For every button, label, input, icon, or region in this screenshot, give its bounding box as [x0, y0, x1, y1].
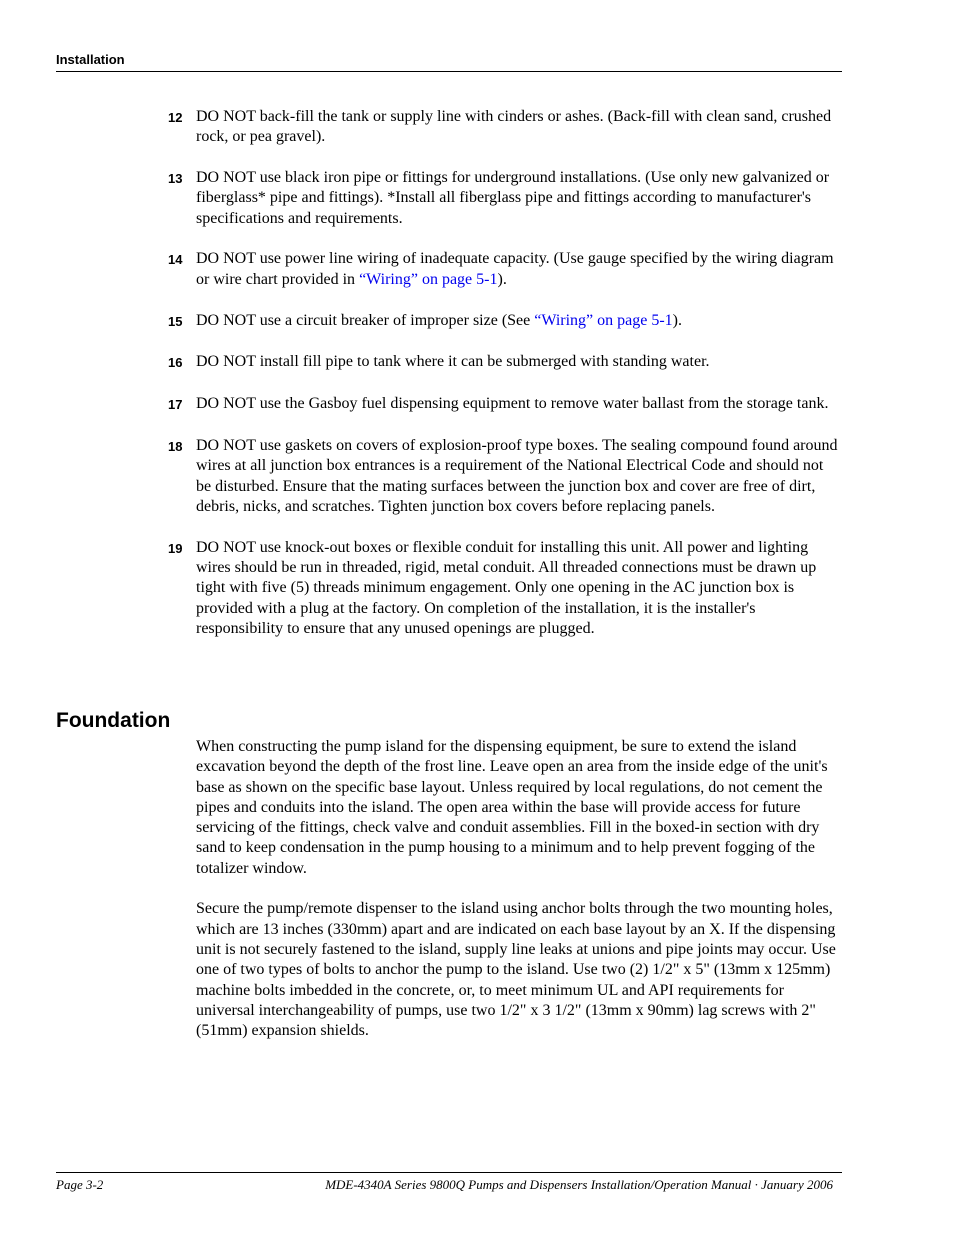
- numbered-list: [168, 107, 848, 660]
- item-text-before: DO NOT use power line wiring of inadequate capacity. (Use gauge specified by the wiring diagram or wire chart provided in: [196, 250, 834, 288]
- list-item-13: [168, 168, 848, 229]
- list-item-17: [168, 394, 848, 415]
- header-rule: [56, 71, 842, 72]
- manual-title: MDE-4340A Series 9800Q Pumps and Dispensers Installation/Operation Manual · January 2006: [325, 1177, 833, 1192]
- list-item-14: [168, 249, 848, 290]
- item-number: 14: [168, 252, 183, 268]
- wiring-link[interactable]: “Wiring” on page 5-1: [359, 270, 498, 288]
- item-text: DO NOT install fill pipe to tank where it can be submerged with standing water.: [196, 353, 710, 371]
- item-text-before: DO NOT use a circuit breaker of improper size (See: [196, 311, 535, 329]
- foundation-paragraph-1: When constructing the pump island for the dispensing equipment, be sure to extend the island excavation beyond the depth of the frost line. Leave open an area from the inside edge of the unit's base as shown on the specific base layout. Unless required by local regulations, do not cement the pipes and conduits into the island. The open area within the base will provide access for future servicing of the fittings, check valve and conduit assemblies. Fill in the boxed-in section with dry sand to keep condensation in the pump housing to a minimum and to help prevent fogging of the totalizer window.: [196, 738, 828, 877]
- item-text: DO NOT use black iron pipe or fittings for underground installations. (Use only new galvanized or fiberglass* pipe and fittings). *Install all fiberglass pipe and fittings according to manufacturer's specifications and requirements.: [196, 169, 830, 227]
- item-text: [196, 249, 841, 290]
- item-number: 13: [168, 171, 183, 187]
- list-item-12: [168, 107, 848, 148]
- item-text: DO NOT use the Gasboy fuel dispensing equipment to remove water ballast from the storage tank.: [196, 395, 829, 413]
- list-item-19: [168, 538, 848, 639]
- footer-rule: [56, 1172, 842, 1173]
- item-number: 16: [168, 355, 183, 371]
- item-number: 19: [168, 540, 183, 556]
- item-text-after: ).: [497, 270, 507, 288]
- item-text: [196, 311, 841, 332]
- item-text: DO NOT back-fill the tank or supply line with cinders or ashes. (Back-fill with clean sand, crushed rock, or pea gravel).: [196, 108, 832, 146]
- list-item-15: [168, 311, 848, 332]
- item-number: 17: [168, 397, 183, 413]
- item-number: 15: [168, 313, 183, 329]
- foundation-paragraph-2: Secure the pump/remote dispenser to the island using anchor bolts through the two mounting holes, which are 13 inches (330mm) apart and are indicated on each base layout by an X. If the dispensing unit is not securely fastened to the island, supply line leaks at unions and pipe joints may occur. Use one of two types of bolts to anchor the pump to the island. Use two (2) 1/2" x 5" (13mm x 125mm) machine bolts imbedded in the concrete, or, to meet minimum UL and API requirements for universal interchangeability of pumps, use two 1/2" x 3 1/2" (13mm x 90mm) lag screws with 2" (51mm) expansion shields.: [196, 900, 836, 1040]
- item-number: 18: [168, 438, 183, 454]
- item-text: DO NOT use gaskets on covers of explosion-proof type boxes. The sealing compound found around wires at all junction box entrances is a requirement of the National Electrical Code and should not be disturbed. Ensure that the mating surfaces between the junction box and cover are free of dirt, debris, nicks, and scratches. Tighten junction box covers before replacing panels.: [196, 436, 838, 515]
- page-number: Page 3-2: [56, 1177, 104, 1192]
- item-text: DO NOT use knock-out boxes or flexible conduit for installing this unit. All power and lighting wires should be run in threaded, rigid, metal conduit. All threaded connections must be drawn up tight with five (5) threads minimum engagement. Only one opening in the AC junction box is provided with a plug at the factory. On completion of the installation, it is the installer's responsibility to ensure that any unused openings are plugged.: [196, 538, 817, 637]
- item-text-after: ).: [672, 311, 682, 329]
- list-item-18: [168, 436, 848, 517]
- item-number: 12: [168, 110, 183, 125]
- foundation-body: [196, 737, 841, 1062]
- list-item-16: [168, 352, 848, 373]
- section-heading-foundation: Foundation: [56, 709, 171, 732]
- running-header-title: Installation: [56, 52, 125, 67]
- wiring-link[interactable]: “Wiring” on page 5-1: [534, 311, 673, 329]
